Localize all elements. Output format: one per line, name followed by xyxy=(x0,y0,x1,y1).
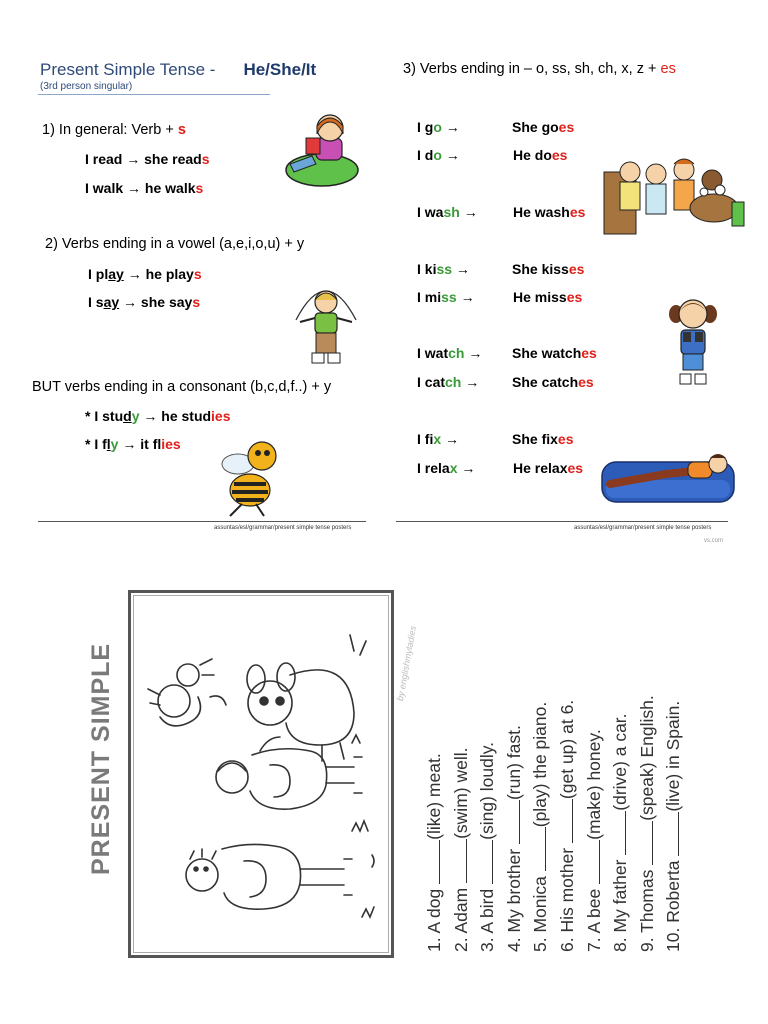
worksheet-sentence: 10. Roberta (live) in Spain. xyxy=(663,700,684,952)
rule3-third-person-verb: She catches xyxy=(512,374,594,390)
man-relaxing-sofa-illustration xyxy=(596,444,738,510)
rule3-third-person-verb: He does xyxy=(513,147,568,163)
rule3-base-verb: I catch → xyxy=(417,374,480,390)
rule3-heading: 3) Verbs ending in – o, ss, sh, ch, x, z + es xyxy=(403,61,676,77)
worksheet-title: PRESENT SIMPLE xyxy=(87,642,115,875)
left-footer-credit: assuntas/esl/grammar/present simple tense posters xyxy=(214,525,352,531)
rule3-base-verb: I kiss → xyxy=(417,261,470,277)
poster-title-pronouns: He/She/It xyxy=(243,60,317,79)
rule3-third-person-verb: He washes xyxy=(513,204,586,220)
answer-blank[interactable] xyxy=(664,812,679,856)
worksheet-sentence: 9. Thomas (speak) English. xyxy=(636,695,657,952)
rule2-example-2: I say → she says xyxy=(88,294,201,310)
answer-blank[interactable] xyxy=(425,840,440,884)
answer-blank[interactable] xyxy=(585,840,600,884)
rule3-base-verb: I do → xyxy=(417,147,460,163)
rule1-example-2: I walk → he walks xyxy=(85,180,204,196)
rule3-base-verb: I relax → xyxy=(417,460,476,476)
rule3-third-person-verb: He relaxes xyxy=(513,460,584,476)
poster-subtitle: (3rd person singular) xyxy=(40,81,133,92)
rule3-third-person-verb: She goes xyxy=(512,119,575,135)
rule1-example-1: I read → she reads xyxy=(85,151,210,167)
rule3-base-verb: I watch → xyxy=(417,345,483,361)
rule3-base-verb: I miss → xyxy=(417,289,475,305)
site-mark: vs.com xyxy=(704,538,724,544)
poster-title xyxy=(40,60,316,80)
rule3-third-person-verb: He misses xyxy=(513,289,583,305)
worksheet-sentence: 6. His mother (get up) at 6. xyxy=(557,699,577,952)
rule-but-heading: BUT verbs ending in a consonant (b,c,d,f..) + y xyxy=(32,379,332,395)
dog-drawing xyxy=(247,635,366,761)
worksheet-sentence: 5. Monica (play) the piano. xyxy=(530,701,551,952)
rule3-third-person-verb: She fixes xyxy=(512,431,574,447)
rule-but-example-2: * I fly → it flies xyxy=(85,436,181,452)
bee-illustration xyxy=(216,434,292,520)
worksheet-sentence: 1. A dog (like) meat. xyxy=(424,753,444,952)
worksheet-sentence: 3. A bird (sing) loudly. xyxy=(477,741,498,952)
right-footer-divider xyxy=(396,521,728,522)
boy-drawing xyxy=(186,844,374,909)
rule2-heading: 2) Verbs ending in a vowel (a,e,i,o,u) + y xyxy=(45,236,305,252)
worksheet-sentence: 2. Adam (swim) well. xyxy=(450,747,471,952)
answer-blank[interactable] xyxy=(558,799,573,843)
girl-binoculars-illustration xyxy=(664,296,722,392)
rule3-base-verb: I go → xyxy=(417,119,460,135)
answer-blank[interactable] xyxy=(452,839,467,883)
rule3-third-person-verb: She kisses xyxy=(512,261,585,277)
right-footer-credit: assuntas/esl/grammar/present simple tense posters xyxy=(574,525,712,531)
answer-blank[interactable] xyxy=(478,840,493,884)
worksheet-watermark: by englishmyladies xyxy=(395,625,419,702)
worksheet-sentence: 7. A bee (make) honey. xyxy=(583,729,604,952)
coloring-picture xyxy=(140,605,380,945)
bird-drawing xyxy=(148,659,226,726)
children-washing-illustration xyxy=(600,152,748,238)
rule3-third-person-verb: She watches xyxy=(512,345,597,361)
rule3-base-verb: I wash → xyxy=(417,204,478,220)
girl-reading-illustration xyxy=(280,108,365,190)
worksheet-sentence: 4. My brother (run) fast. xyxy=(503,725,524,952)
worksheet-sentence: 8. My father (drive) a car. xyxy=(610,713,631,952)
title-divider xyxy=(38,94,270,95)
left-footer-divider xyxy=(38,521,366,522)
boy-jump-rope-illustration xyxy=(286,280,366,372)
rule1-heading: 1) In general: Verb + s xyxy=(42,122,186,138)
answer-blank[interactable] xyxy=(638,821,653,865)
rule3-base-verb: I fix → xyxy=(417,431,460,447)
answer-blank[interactable] xyxy=(531,827,546,871)
rule2-example-1: I play → he plays xyxy=(88,266,202,282)
poster-title-text: Present Simple Tense - xyxy=(40,60,216,79)
girl-drawing xyxy=(216,737,362,809)
rule-but-example-1: * I study → he studies xyxy=(85,408,231,424)
answer-blank[interactable] xyxy=(505,800,520,844)
answer-blank[interactable] xyxy=(611,811,626,855)
